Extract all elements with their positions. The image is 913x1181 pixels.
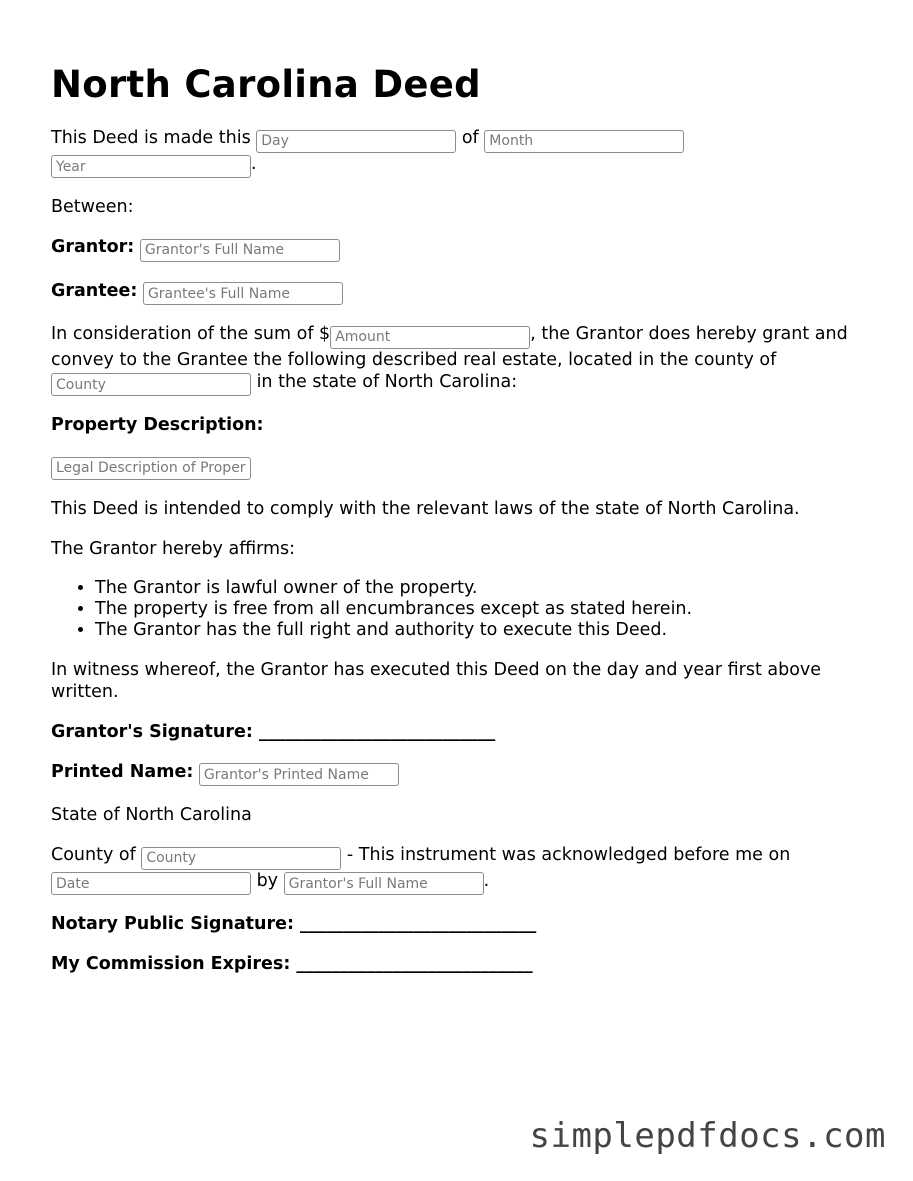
printed-name-line	[51, 761, 881, 787]
list-item: • The Grantor has the full right and authority to execute this Deed.	[95, 620, 881, 641]
consideration-suffix: in the state of North Carolina:	[251, 371, 518, 392]
amount-input[interactable]	[330, 326, 530, 349]
consideration-paragraph	[51, 323, 881, 396]
list-item: • The Grantor is lawful owner of the property.	[95, 578, 881, 599]
ack-date-input[interactable]	[51, 872, 251, 895]
grantor-line	[51, 236, 881, 262]
month-input[interactable]	[484, 130, 684, 153]
printed-name-input[interactable]	[199, 763, 399, 786]
county-input[interactable]	[51, 373, 251, 396]
property-description-heading: Property Description:	[51, 415, 264, 435]
state-line: State of North Carolina	[51, 805, 252, 825]
grantor-name-input[interactable]	[140, 239, 340, 262]
consideration-middle: , the Grantor does hereby grant and convey to the Grantee the following described real estate, located in the county of	[51, 324, 848, 370]
ack-county-input[interactable]	[141, 847, 341, 870]
ack-by: by	[256, 870, 279, 891]
notary-signature-line: Notary Public Signature: ___________________________	[51, 914, 537, 934]
consideration-prefix: In consideration of the sum of $	[51, 324, 331, 344]
date-line	[51, 127, 881, 178]
affirmations-list	[51, 578, 881, 641]
page-title: North Carolina Deed	[51, 63, 481, 106]
deed-document	[51, 62, 881, 993]
date-line-prefix: This Deed is made this	[51, 128, 251, 148]
witness-text: In witness whereof, the Grantor has executed this Deed on the day and year first above written.	[51, 659, 822, 702]
affirms-intro: The Grantor hereby affirms:	[51, 538, 296, 559]
grantee-label: Grantee:	[51, 280, 138, 301]
printed-name-label: Printed Name:	[51, 761, 194, 782]
comply-text: This Deed is intended to comply with the relevant laws of the state of North Carolina.	[51, 498, 800, 519]
grantor-signature-line: Grantor's Signature: ___________________________	[51, 721, 496, 742]
day-input[interactable]	[256, 130, 456, 153]
acknowledgment-paragraph	[51, 844, 881, 895]
ack-middle: - This instrument was acknowledged before me on	[341, 845, 791, 865]
commission-expires-line: My Commission Expires: ___________________________	[51, 954, 533, 974]
ack-prefix: County of	[51, 845, 136, 865]
grantee-line	[51, 280, 881, 306]
grantor-label: Grantor:	[51, 237, 135, 257]
between-label: Between:	[51, 197, 134, 217]
date-line-period: .	[251, 153, 257, 174]
grantee-name-input[interactable]	[143, 282, 343, 305]
property-description-input[interactable]	[51, 457, 251, 480]
ack-grantor-name-input[interactable]	[284, 872, 484, 895]
ack-period: .	[483, 870, 490, 891]
date-line-of: of	[461, 128, 479, 148]
list-item: • The property is free from all encumbrances except as stated herein.	[95, 599, 881, 620]
year-input[interactable]	[51, 155, 251, 178]
brand-watermark: simplepdfdocs.com	[529, 1116, 886, 1156]
property-description-line	[51, 454, 881, 480]
